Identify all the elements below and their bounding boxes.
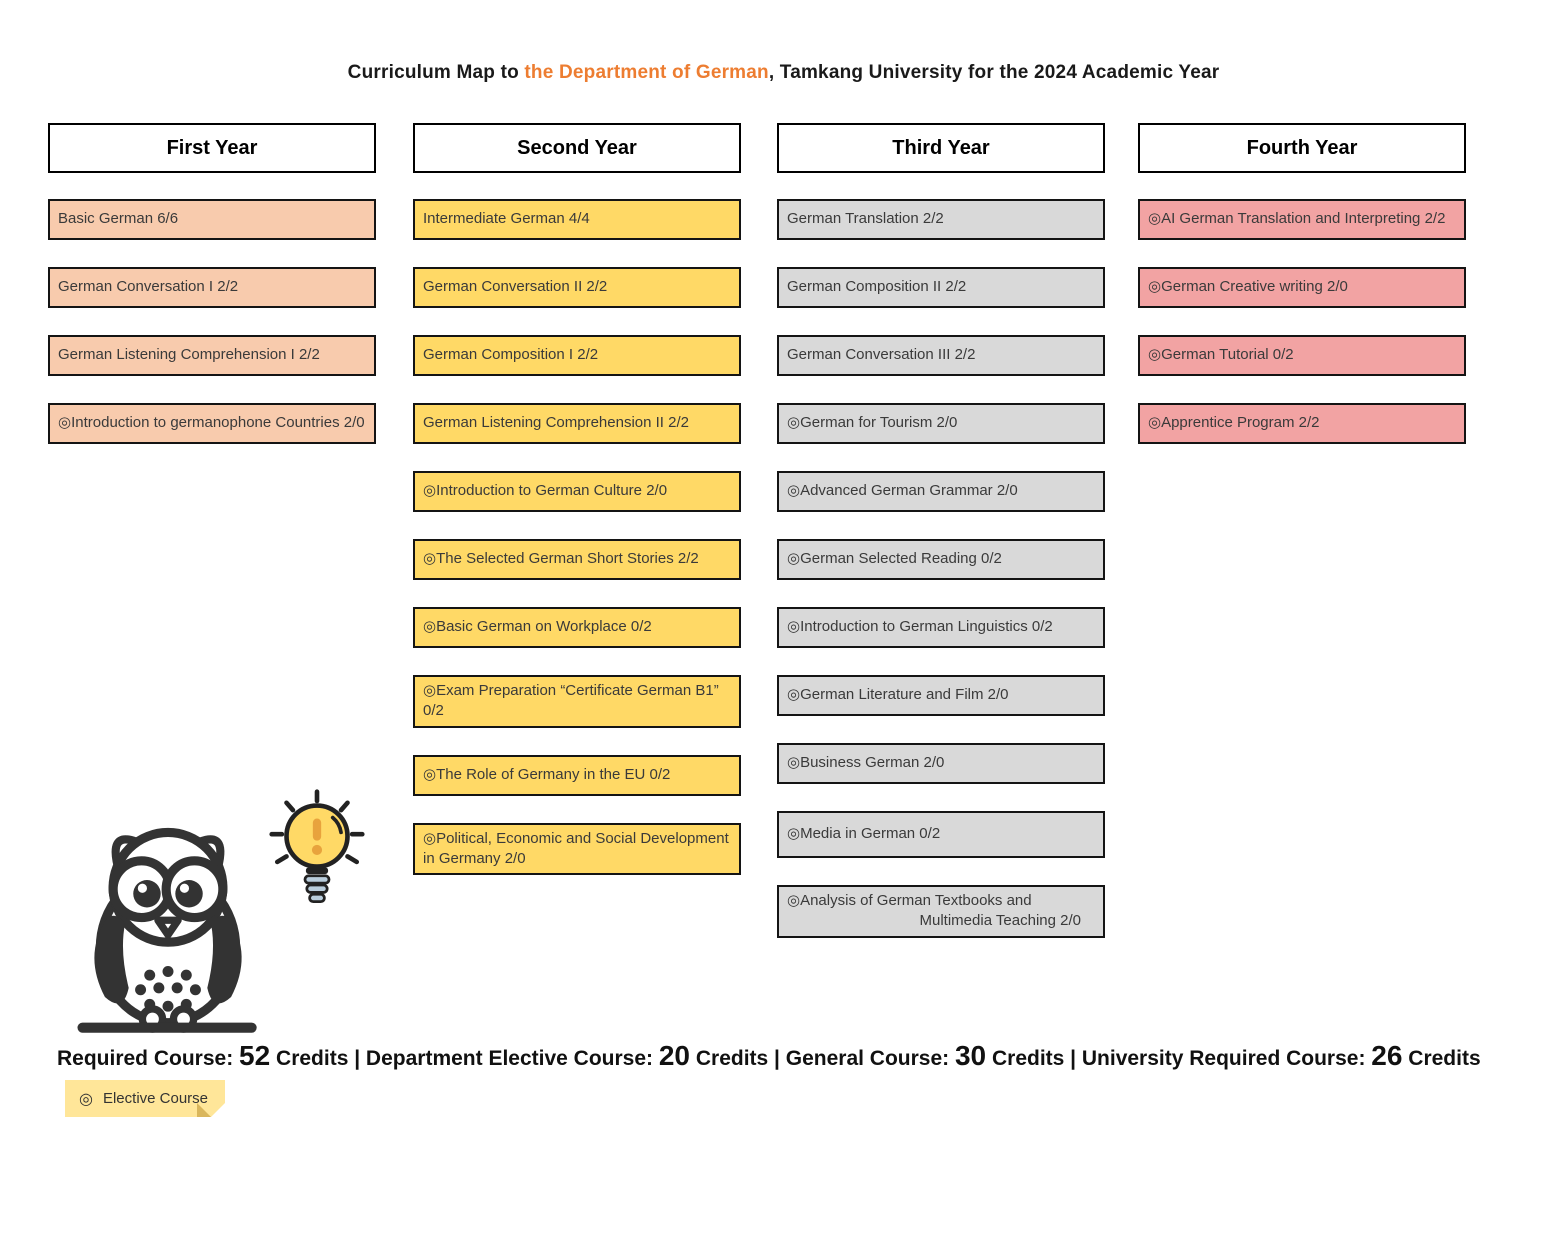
course-label: ◎German Creative writing 2/0	[1148, 278, 1348, 296]
course-box[interactable]	[777, 743, 1105, 784]
course-label: German Listening Comprehension I 2/2	[58, 346, 320, 364]
course-label: ◎The Selected German Short Stories 2/2	[423, 550, 699, 568]
course-box[interactable]	[777, 403, 1105, 444]
course-box[interactable]	[777, 335, 1105, 376]
credit-label: Required Course:	[57, 1047, 240, 1070]
course-label: German Composition I 2/2	[423, 346, 599, 364]
course-label: ◎German Tutorial 0/2	[1148, 346, 1294, 364]
credit-label: Credits |	[690, 1047, 786, 1070]
course-label: ◎Introduction to German Linguistics 0/2	[787, 618, 1053, 636]
course-box[interactable]	[413, 539, 741, 580]
course-label: German Listening Comprehension II 2/2	[423, 414, 689, 432]
title-department-highlight: the Department of German	[524, 62, 769, 83]
course-label: Basic German 6/6	[58, 210, 179, 228]
sticky-note-fold-cover	[211, 1103, 225, 1117]
course-box[interactable]	[777, 811, 1105, 858]
credit-value: 52	[239, 1040, 271, 1071]
course-box[interactable]	[413, 335, 741, 376]
credit-label: Credits |	[986, 1047, 1082, 1070]
elective-symbol: ◎	[79, 1090, 93, 1108]
course-label: German Conversation I 2/2	[58, 278, 239, 296]
sticky-note-fold	[197, 1103, 211, 1117]
credit-label: Department Elective Course:	[365, 1047, 659, 1070]
course-label: ◎German Selected Reading 0/2	[787, 550, 1002, 568]
course-label: German Conversation III 2/2	[787, 346, 976, 364]
course-label: German Translation 2/2	[787, 210, 944, 228]
course-box[interactable]	[1138, 199, 1466, 240]
course-box[interactable]	[48, 403, 376, 444]
course-label: ◎Basic German on Workplace 0/2	[423, 618, 652, 636]
course-box[interactable]	[413, 607, 741, 648]
course-list-second-year	[413, 199, 741, 875]
course-label: ◎Analysis of German Textbooks and	[787, 892, 1032, 909]
year-header-first: First Year	[48, 123, 376, 173]
course-label: German Conversation II 2/2	[423, 278, 608, 296]
credit-value: 20	[658, 1040, 691, 1071]
page-title	[0, 62, 1567, 84]
course-box[interactable]	[1138, 267, 1466, 308]
course-label-line2: in Germany 2/0	[423, 849, 526, 867]
course-box[interactable]	[413, 675, 741, 728]
credit-label: University Required Course:	[1081, 1047, 1372, 1070]
course-box[interactable]	[413, 823, 741, 876]
course-label: ◎Apprentice Program 2/2	[1148, 414, 1320, 432]
course-label: ◎The Role of Germany in the EU 0/2	[423, 765, 671, 783]
course-label: Intermediate German 4/4	[423, 210, 590, 228]
course-label: ◎Exam Preparation “Certificate German B1” 0/2	[423, 682, 719, 720]
credit-label: Credits	[1402, 1047, 1481, 1070]
course-box[interactable]	[1138, 335, 1466, 376]
course-box[interactable]	[777, 607, 1105, 648]
course-label-line2: Multimedia Teaching 2/0	[919, 912, 1081, 930]
course-label: ◎German Literature and Film 2/0	[787, 686, 1009, 704]
lightbulb-icon	[266, 788, 368, 927]
course-label: ◎German for Tourism 2/0	[787, 414, 958, 432]
column-third-year	[777, 123, 1105, 965]
title-suffix: , Tamkang University for the 2024 Academic Year	[768, 62, 1220, 83]
course-box[interactable]	[413, 471, 741, 512]
credit-label: General Course:	[785, 1047, 955, 1070]
course-label: ◎Business German 2/0	[787, 754, 945, 772]
course-box[interactable]	[413, 403, 741, 444]
year-header-second: Second Year	[413, 123, 741, 173]
credit-value: 26	[1371, 1040, 1403, 1071]
year-header-fourth: Fourth Year	[1138, 123, 1466, 173]
course-box[interactable]	[777, 539, 1105, 580]
year-header-third: Third Year	[777, 123, 1105, 173]
course-list-first-year	[48, 199, 376, 444]
course-box[interactable]	[413, 267, 741, 308]
column-second-year	[413, 123, 741, 902]
title-prefix: Curriculum Map to	[347, 62, 525, 83]
course-box[interactable]	[777, 267, 1105, 308]
course-label: ◎Introduction to germanophone Countries 2/0	[58, 414, 365, 432]
course-box[interactable]	[48, 199, 376, 240]
course-box[interactable]	[777, 885, 1105, 938]
course-box[interactable]	[413, 199, 741, 240]
course-label: German Composition II 2/2	[787, 278, 967, 296]
elective-label: Elective Course	[102, 1090, 209, 1107]
column-fourth-year	[1138, 123, 1466, 471]
course-list-third-year	[777, 199, 1105, 938]
course-label: ◎Introduction to German Culture 2/0	[423, 482, 668, 500]
course-label: ◎Media in German 0/2	[787, 825, 941, 843]
credits-summary	[57, 1040, 1537, 1072]
credit-label: Credits |	[270, 1047, 366, 1070]
course-box[interactable]	[413, 755, 741, 796]
course-box[interactable]	[1138, 403, 1466, 444]
course-label: ◎Political, Economic and Social Development	[423, 829, 729, 847]
course-box[interactable]	[48, 267, 376, 308]
course-label: ◎Advanced German Grammar 2/0	[787, 482, 1018, 500]
credit-value: 30	[954, 1040, 987, 1071]
course-label: ◎AI German Translation and Interpreting 2/2	[1148, 210, 1446, 228]
course-box[interactable]	[777, 199, 1105, 240]
course-box[interactable]	[48, 335, 376, 376]
column-first-year	[48, 123, 376, 471]
elective-course-legend	[65, 1080, 225, 1117]
owl-illustration	[72, 808, 264, 1043]
course-list-fourth-year	[1138, 199, 1466, 444]
course-box[interactable]	[777, 471, 1105, 512]
course-box[interactable]	[777, 675, 1105, 716]
